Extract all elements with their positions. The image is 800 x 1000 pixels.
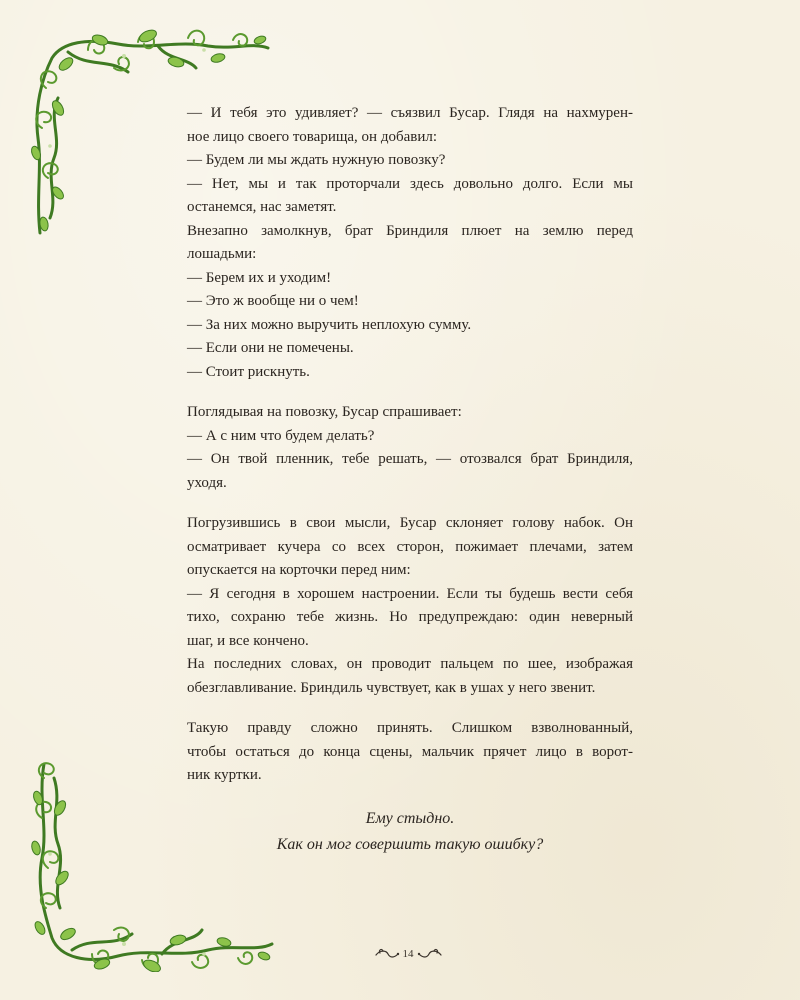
text-line: Такую правду сложно принять. Слишком взволнованный,	[187, 720, 633, 736]
right-flourish-icon	[417, 948, 443, 960]
text-line: — Он твой пленник, тебе решать, — отозвался брат Бриндиля,	[187, 451, 633, 467]
text-line: Поглядывая на повозку, Бусар спрашивает:	[187, 404, 462, 420]
text-line: осматривает кучера со всех сторон, пожимает плечами, затем	[187, 538, 633, 555]
closing-line-2: Как он мог совершить такую ошибку?	[276, 836, 544, 853]
text-line: Погрузившись в свои мысли, Бусар склоняет голову набок. Он	[187, 515, 633, 531]
text-line: — А с ним что будем делать?	[187, 427, 375, 444]
text-line: — Это ж вообще ни о чем!	[187, 293, 359, 309]
text-line: лошадьми:	[187, 246, 257, 262]
text-line: ник куртки.	[187, 767, 262, 783]
paragraph-1	[187, 102, 633, 384]
text-line: — Нет, мы и так проторчали здесь довольно долго. Если мы	[187, 175, 633, 192]
closing-line-1: Ему стыдно.	[365, 810, 455, 827]
text-line: шаг, и все кончено.	[187, 632, 309, 649]
text-line: — Стоит рискнуть.	[187, 363, 310, 380]
bottom-vine-ornament-icon	[28, 758, 278, 972]
text-line: тихо, сохраню тебе жизнь. Но предупреждаю: один неверный	[187, 609, 633, 625]
page-number: 14	[402, 948, 414, 960]
text-line: Внезапно замолкнув, брат Бриндиля плюет на землю перед	[187, 222, 633, 239]
text-line: останемся, нас заметят.	[187, 199, 337, 215]
text-line: — Берем их и уходим!	[187, 269, 332, 286]
text-line: — Я сегодня в хорошем настроении. Если ты будешь вести себя	[187, 585, 633, 602]
text-line: — Будем ли мы ждать нужную повозку?	[187, 152, 446, 168]
text-line: ное лицо своего товарища, он добавил:	[187, 128, 438, 145]
left-flourish-icon	[374, 948, 400, 960]
text-line: — За них можно выручить неплохую сумму.	[187, 316, 472, 333]
text-line: уходя.	[187, 474, 227, 491]
text-line: — И тебя это удивляет? — съязвил Бусар. Глядя на нахмурен-	[187, 105, 633, 121]
paragraph-2	[187, 401, 633, 495]
text-line: чтобы остаться до конца сцены, мальчик прячет лицо в ворот-	[187, 743, 633, 760]
text-line: обезглавливание. Бриндиль чувствует, как в ушах у него звенит.	[187, 679, 596, 696]
text-line: опускается на корточки перед ним:	[187, 562, 411, 578]
paragraph-3	[187, 512, 633, 700]
text-line: На последних словах, он проводит пальцем по шее, изображая	[187, 656, 633, 672]
body-text	[187, 102, 633, 805]
page-number-area	[370, 945, 446, 963]
text-line: — Если они не помечены.	[187, 340, 354, 356]
